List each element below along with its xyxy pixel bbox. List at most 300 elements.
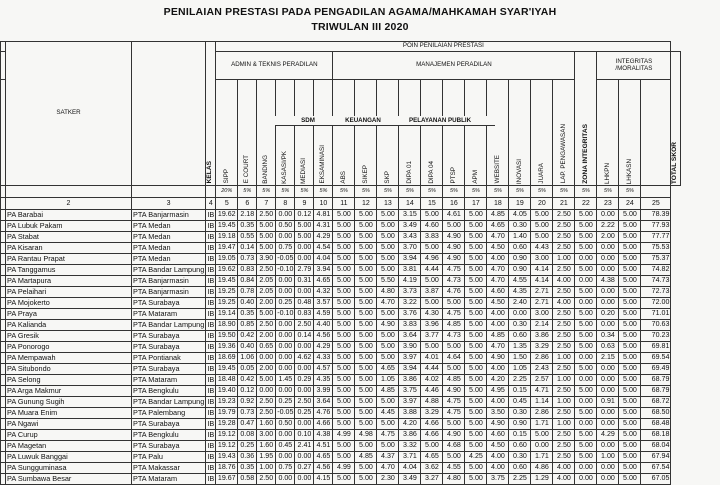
score-cell: 5.00	[619, 364, 641, 375]
table-row	[1, 463, 681, 474]
score-cell: 2.50	[553, 364, 575, 375]
column-number: 7	[257, 198, 276, 210]
score-cell: 0.48	[295, 298, 314, 309]
total-score-cell: 70.63	[641, 320, 671, 331]
kelas-cell: IB	[207, 408, 215, 418]
satker-name: PA Stabat	[6, 232, 132, 243]
criteria-header: MEDIASI	[295, 80, 314, 186]
kelas-cell: IB	[207, 419, 215, 429]
score-cell: 5.00	[619, 342, 641, 353]
pta-name: PTA Mataram	[132, 375, 206, 386]
score-cell: 0.00	[295, 419, 314, 430]
score-cell: 0.83	[295, 309, 314, 320]
kelas-cell: IB	[207, 276, 215, 286]
score-cell: 1.00	[553, 419, 575, 430]
score-cell: 1.00	[553, 397, 575, 408]
score-cell: 0.25	[238, 441, 257, 452]
table-row	[1, 430, 681, 441]
score-cell: 5.00	[377, 254, 399, 265]
score-cell: 0.35	[238, 221, 257, 232]
score-cell: 5.00	[355, 254, 377, 265]
satker-name: PA Sungguminasa	[6, 463, 132, 474]
weight-cell: 5%	[597, 186, 619, 198]
table-row	[1, 452, 681, 463]
column-number: 10	[314, 198, 333, 210]
score-cell: 5.00	[355, 408, 377, 419]
score-cell: 4.65	[487, 221, 509, 232]
score-cell: 4.15	[314, 474, 333, 485]
kelas-cell: IB	[207, 474, 215, 484]
score-cell: 4.56	[314, 331, 333, 342]
score-cell: 4.85	[443, 375, 465, 386]
score-cell: 2.50	[553, 243, 575, 254]
score-cell: 4.33	[314, 353, 333, 364]
total-score-cell: 72.73	[641, 287, 671, 298]
score-cell: 0.60	[509, 441, 531, 452]
score-cell: 3.97	[399, 397, 421, 408]
score-cell: 4.04	[399, 463, 421, 474]
score-cell: 3.86	[399, 375, 421, 386]
score-cell: 4.70	[377, 463, 399, 474]
score-cell: 5.00	[257, 243, 276, 254]
pta-name: PTA Makassar	[132, 463, 206, 474]
score-cell: 19.47	[216, 243, 238, 254]
score-cell: 5.00	[575, 386, 597, 397]
satker-name: PA Kalianda	[6, 320, 132, 331]
score-cell: 3.75	[399, 386, 421, 397]
score-cell: 0.00	[575, 276, 597, 287]
score-cell: 2.25	[509, 375, 531, 386]
score-cell: 5.00	[355, 320, 377, 331]
score-cell: 5.00	[355, 287, 377, 298]
satker-name: PA Mojokerto	[6, 298, 132, 309]
score-cell: 5.00	[619, 452, 641, 463]
score-cell: 5.00	[465, 430, 487, 441]
score-cell: 5.00	[333, 232, 355, 243]
kelas-cell: IB	[207, 287, 215, 297]
score-cell: 1.00	[553, 353, 575, 364]
score-cell: 5.00	[377, 221, 399, 232]
score-cell: 5.00	[333, 210, 355, 221]
score-cell: 0.30	[509, 320, 531, 331]
score-cell: 5.00	[333, 265, 355, 276]
score-cell: 4.00	[487, 452, 509, 463]
score-cell: 5.00	[333, 276, 355, 287]
column-number: 13	[377, 198, 399, 210]
criteria-header: WEBSITE	[487, 80, 509, 186]
score-cell: 0.00	[276, 210, 295, 221]
table-row	[1, 243, 681, 254]
score-cell: 2.50	[553, 452, 575, 463]
satker-name: PA Ponorogo	[6, 342, 132, 353]
satker-name: PA Muara Enim	[6, 408, 132, 419]
criteria-header: APM	[465, 80, 487, 186]
score-cell: 5.00	[355, 309, 377, 320]
score-cell: 0.00	[295, 474, 314, 485]
score-cell: 5.00	[333, 408, 355, 419]
score-cell: 5.00	[333, 331, 355, 342]
score-cell: 2.43	[531, 364, 553, 375]
score-cell: 3.90	[257, 254, 276, 265]
pta-name: PTA Mataram	[132, 309, 206, 320]
score-cell: 4.85	[487, 210, 509, 221]
score-cell: 4.00	[487, 463, 509, 474]
score-cell: 4.90	[487, 353, 509, 364]
table-row	[1, 265, 681, 276]
score-cell: 5.00	[333, 353, 355, 364]
score-cell: 0.90	[509, 419, 531, 430]
score-cell: 4.05	[509, 210, 531, 221]
score-cell: 4.37	[377, 452, 399, 463]
score-cell: 0.14	[295, 331, 314, 342]
pta-name: PTA Surabaya	[132, 419, 206, 430]
score-cell: 5.00	[575, 441, 597, 452]
score-cell: 2.00	[597, 232, 619, 243]
score-cell: 0.40	[238, 298, 257, 309]
score-cell: 2.40	[509, 298, 531, 309]
score-cell: 0.84	[238, 276, 257, 287]
score-cell: 3.87	[421, 287, 443, 298]
score-cell: 0.00	[597, 364, 619, 375]
score-cell: 3.57	[314, 298, 333, 309]
score-cell: 1.71	[531, 452, 553, 463]
score-cell: 4.90	[443, 232, 465, 243]
score-cell: 5.00	[465, 276, 487, 287]
score-cell: 5.00	[257, 375, 276, 386]
criteria-header: E COURT	[238, 80, 257, 186]
total-score-cell: 74.82	[641, 265, 671, 276]
score-cell: 5.00	[333, 221, 355, 232]
score-cell: 4.90	[487, 419, 509, 430]
score-cell: 1.29	[531, 474, 553, 485]
table-row	[1, 441, 681, 452]
sdm-subheader: SDM	[275, 116, 341, 126]
score-cell: 2.05	[257, 287, 276, 298]
score-cell: 0.35	[238, 463, 257, 474]
score-cell: 5.00	[465, 287, 487, 298]
score-cell: 5.00	[575, 342, 597, 353]
score-cell: 5.00	[575, 364, 597, 375]
score-cell: 0.15	[509, 430, 531, 441]
score-cell: 5.00	[465, 474, 487, 485]
score-cell: 0.50	[276, 419, 295, 430]
score-cell: 4.80	[443, 474, 465, 485]
score-cell: 4.75	[443, 265, 465, 276]
score-cell: 5.00	[575, 320, 597, 331]
score-cell: 5.00	[575, 408, 597, 419]
table-row	[1, 386, 681, 397]
score-cell: 1.00	[553, 375, 575, 386]
score-cell: 4.50	[487, 243, 509, 254]
score-cell: 2.22	[597, 221, 619, 232]
score-cell: 0.05	[238, 364, 257, 375]
score-cell: 5.00	[465, 441, 487, 452]
score-cell: 4.85	[443, 320, 465, 331]
table-row	[1, 331, 681, 342]
score-cell: 0.00	[575, 254, 597, 265]
table-row	[1, 419, 681, 430]
table-row	[1, 232, 681, 243]
score-cell: 0.25	[276, 298, 295, 309]
keuangan-subheader: KEUANGAN	[341, 116, 385, 126]
score-cell: 3.75	[487, 474, 509, 485]
score-cell: 2.50	[553, 221, 575, 232]
score-cell: 0.73	[238, 408, 257, 419]
score-cell: 5.00	[619, 353, 641, 364]
score-cell: 5.00	[575, 331, 597, 342]
score-cell: 4.65	[377, 364, 399, 375]
score-cell: 0.30	[509, 221, 531, 232]
score-cell: 19.14	[216, 309, 238, 320]
score-cell: 4.51	[314, 441, 333, 452]
score-cell: 5.00	[295, 232, 314, 243]
score-cell: 5.00	[333, 375, 355, 386]
score-cell: 2.50	[553, 232, 575, 243]
score-cell: 1.35	[509, 342, 531, 353]
score-cell: 0.00	[257, 386, 276, 397]
score-cell: 5.00	[465, 375, 487, 386]
column-number: 11	[333, 198, 355, 210]
integritas-header: INTEGRITAS /MORALITAS	[597, 52, 671, 80]
score-cell: 19.12	[216, 441, 238, 452]
score-cell: 4.54	[314, 243, 333, 254]
score-cell: 5.00	[619, 265, 641, 276]
satker-name: PA Luwuk Banggai	[6, 452, 132, 463]
score-cell: 2.50	[257, 320, 276, 331]
score-cell: 5.00	[465, 386, 487, 397]
score-cell: 0.00	[295, 386, 314, 397]
score-cell: 2.50	[553, 331, 575, 342]
satker-name: PA Gresik	[6, 331, 132, 342]
score-cell: 0.60	[509, 331, 531, 342]
score-cell: 3.00	[531, 254, 553, 265]
score-cell: 4.38	[597, 276, 619, 287]
score-cell: 0.08	[238, 430, 257, 441]
score-cell: 4.75	[443, 309, 465, 320]
score-cell: 4.00	[487, 254, 509, 265]
score-cell: 5.00	[619, 386, 641, 397]
satker-name: PA Curup	[6, 430, 132, 441]
score-cell: 5.00	[421, 441, 443, 452]
weight-cell: 5%	[355, 186, 377, 198]
pta-name: PTA Surabaya	[132, 441, 206, 452]
score-cell: 4.90	[443, 430, 465, 441]
total-score-cell: 67.54	[641, 463, 671, 474]
score-cell: 5.00	[465, 342, 487, 353]
score-cell: 2.50	[553, 265, 575, 276]
score-cell: 0.00	[575, 375, 597, 386]
score-cell: 5.00	[465, 298, 487, 309]
score-cell: 0.14	[238, 243, 257, 254]
score-cell: 5.00	[443, 298, 465, 309]
score-cell: 0.31	[295, 276, 314, 287]
score-cell: 18.48	[216, 375, 238, 386]
score-cell: 4.65	[314, 452, 333, 463]
score-cell: 3.99	[314, 386, 333, 397]
satker-name: PA Kisaran	[6, 243, 132, 254]
satker-name: PA Gunung Sugih	[6, 397, 132, 408]
score-cell: 1.71	[531, 419, 553, 430]
score-cell: 4.01	[421, 353, 443, 364]
table-row	[1, 397, 681, 408]
score-cell: 4.98	[355, 430, 377, 441]
weight-cell: 5%	[487, 186, 509, 198]
score-cell: 3.90	[399, 342, 421, 353]
score-cell: 3.73	[399, 287, 421, 298]
document-title: PENILAIAN PRESTASI PADA PENGADILAN AGAMA/MAHKAMAH SYAR'IYAH	[163, 6, 557, 18]
score-cell: 5.00	[377, 243, 399, 254]
score-cell: 3.62	[421, 463, 443, 474]
score-cell: 5.00	[377, 331, 399, 342]
score-cell: 4.61	[443, 210, 465, 221]
score-cell: 5.00	[619, 375, 641, 386]
score-cell: 5.00	[619, 408, 641, 419]
score-cell: 4.71	[531, 386, 553, 397]
score-cell: 4.68	[443, 441, 465, 452]
column-number: 3	[132, 198, 206, 210]
score-cell: 18.76	[216, 463, 238, 474]
column-number: 5	[216, 198, 238, 210]
kelas-cell: IB	[207, 243, 215, 253]
score-cell: 4.00	[487, 320, 509, 331]
kelas-cell: IB	[207, 463, 215, 473]
score-cell: 19.79	[216, 408, 238, 419]
score-cell: 0.90	[509, 265, 531, 276]
table-row	[1, 353, 681, 364]
score-cell: 4.70	[377, 298, 399, 309]
score-cell: 0.00	[509, 309, 531, 320]
total-score-cell: 77.93	[641, 221, 671, 232]
score-cell: 5.00	[465, 309, 487, 320]
score-cell: 4.86	[531, 463, 553, 474]
score-cell: 0.45	[276, 441, 295, 452]
score-cell: 0.00	[276, 232, 295, 243]
pta-name: PTA Bengkulu	[132, 386, 206, 397]
score-cell: 0.00	[276, 353, 295, 364]
score-cell: 19.25	[216, 298, 238, 309]
weight-cell: 5%	[257, 186, 276, 198]
score-cell: 0.12	[238, 386, 257, 397]
score-cell: 5.00	[355, 463, 377, 474]
score-cell: 5.00	[465, 331, 487, 342]
score-cell: 5.00	[575, 210, 597, 221]
score-cell: 0.00	[597, 298, 619, 309]
score-cell: 5.00	[333, 397, 355, 408]
score-cell: 5.00	[443, 364, 465, 375]
total-score-cell: 68.72	[641, 397, 671, 408]
score-cell: 0.00	[597, 375, 619, 386]
score-cell: 4.70	[487, 342, 509, 353]
satker-header: SATKER	[6, 42, 132, 186]
score-cell: 19.36	[216, 342, 238, 353]
score-cell: 2.15	[597, 353, 619, 364]
score-cell: 4.29	[314, 342, 333, 353]
score-cell: 19.50	[216, 331, 238, 342]
pta-name: PTA Surabaya	[132, 364, 206, 375]
score-cell: 5.00	[333, 419, 355, 430]
weight-cell: 5%	[314, 186, 333, 198]
score-cell: 4.14	[531, 276, 553, 287]
score-cell: 1.60	[257, 419, 276, 430]
score-cell: 0.00	[597, 474, 619, 485]
score-cell: 2.50	[553, 210, 575, 221]
table-row	[1, 221, 681, 232]
score-cell: 5.00	[355, 353, 377, 364]
score-cell: 5.00	[355, 474, 377, 485]
table-row	[1, 298, 681, 309]
score-cell: 2.86	[531, 353, 553, 364]
score-cell: 5.00	[619, 254, 641, 265]
total-score-cell: 68.18	[641, 430, 671, 441]
score-cell: 0.40	[238, 342, 257, 353]
score-cell: 4.30	[421, 309, 443, 320]
score-cell: 5.00	[421, 276, 443, 287]
score-cell: 3.49	[399, 474, 421, 485]
score-cell: 4.29	[314, 232, 333, 243]
weight-cell: 5%	[399, 186, 421, 198]
score-cell: 19.43	[216, 452, 238, 463]
table-row	[1, 364, 681, 375]
score-cell: 5.00	[257, 309, 276, 320]
score-cell: 2.50	[553, 309, 575, 320]
score-cell: 2.50	[553, 287, 575, 298]
criteria-header: DIPA 04	[421, 80, 443, 186]
kelas-cell: IB	[207, 441, 215, 451]
score-cell: 0.00	[276, 386, 295, 397]
score-cell: 0.29	[295, 375, 314, 386]
weight-cell: 20%	[216, 186, 238, 198]
score-cell: -0.05	[276, 408, 295, 419]
score-cell: 5.00	[377, 419, 399, 430]
score-cell: 2.14	[531, 320, 553, 331]
score-cell: -0.05	[276, 254, 295, 265]
score-cell: 4.50	[487, 441, 509, 452]
weight-cell: 5%	[553, 186, 575, 198]
score-cell: 4.35	[509, 287, 531, 298]
score-cell: 19.62	[216, 210, 238, 221]
total-score-cell: 67.94	[641, 452, 671, 463]
score-cell: 4.75	[443, 408, 465, 419]
score-cell: 5.00	[355, 342, 377, 353]
criteria-header: SKP	[377, 80, 399, 186]
score-cell: 4.64	[443, 353, 465, 364]
column-number: 14	[399, 198, 421, 210]
kelas-cell: IB	[207, 298, 215, 308]
score-cell: 3.97	[399, 353, 421, 364]
score-cell: 4.55	[443, 463, 465, 474]
criteria-header: LHKPN	[597, 80, 619, 186]
score-cell: 5.00	[619, 309, 641, 320]
score-cell: 3.94	[314, 265, 333, 276]
score-cell: 2.50	[257, 210, 276, 221]
score-cell: 4.90	[443, 254, 465, 265]
score-cell: 4.00	[487, 309, 509, 320]
satker-name: PA Tanggamus	[6, 265, 132, 276]
kelas-cell: IB	[207, 353, 215, 363]
criteria-header: SIPP	[216, 80, 238, 186]
score-cell: 0.00	[597, 254, 619, 265]
score-cell: 5.00	[531, 210, 553, 221]
column-number: 24	[619, 198, 641, 210]
table-row	[1, 474, 681, 485]
score-cell: 0.30	[509, 452, 531, 463]
score-cell: 4.73	[443, 331, 465, 342]
score-cell: 1.95	[257, 452, 276, 463]
pta-name: PTA Mataram	[132, 474, 206, 485]
score-cell: 5.00	[355, 298, 377, 309]
score-cell: 3.88	[399, 408, 421, 419]
score-cell: 5.00	[333, 309, 355, 320]
